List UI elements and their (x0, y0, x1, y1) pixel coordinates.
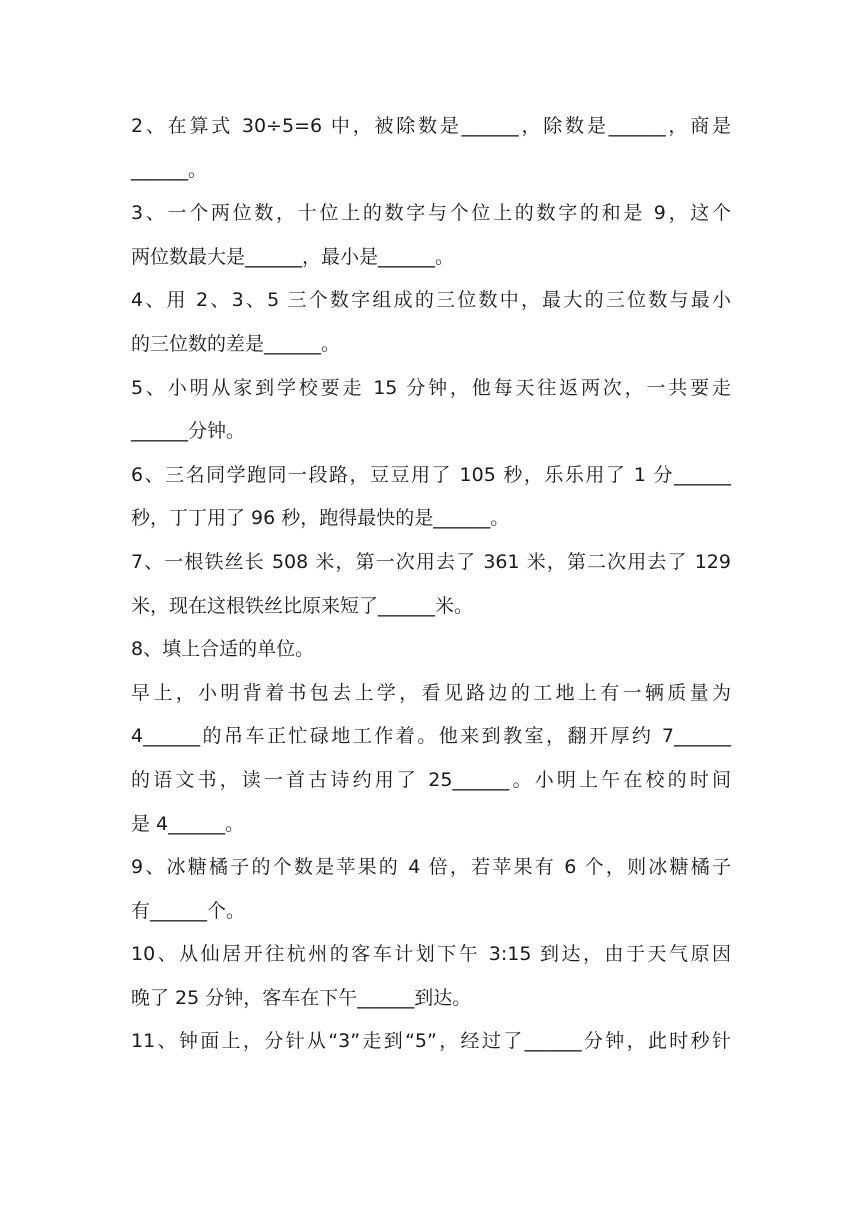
question-5-line-2: ______分钟。 (131, 420, 246, 443)
question-9-line-2: 有______个。 (131, 899, 246, 922)
question-3-line-2: 两位数最大是______，最小是______。 (131, 245, 455, 268)
question-2-line-1: 2、在算式 30÷5=6 中，被除数是______，除数是______，商是 (131, 115, 731, 137)
question-10-line-2: 晚了 25 分钟，客车在下午______到达。 (131, 986, 472, 1009)
question-6-line-1: 6、三名同学跑同一段路，豆豆用了 105 秒，乐乐用了 1 分______ (131, 463, 731, 486)
worksheet-page (131, 105, 731, 1064)
question-4-line-1: 4、用 2、3、5 三个数字组成的三位数中，最大的三位数与最小 (131, 289, 731, 312)
question-8-line-4: 是 4______。 (131, 812, 245, 835)
question-7-line-1: 7、一根铁丝长 508 米，第一次用去了 361 米，第二次用去了 129 (131, 550, 731, 573)
question-8-heading: 8、填上合适的单位。 (131, 638, 315, 661)
question-6-line-2: 秒，丁丁用了 96 秒，跑得最快的是______。 (131, 507, 510, 530)
question-8-line-3: 的语文书，读一首古诗约用了 25______。小明上午在校的时间 (131, 768, 731, 791)
question-11-line-1: 11、钟面上，分针从“3”走到“5”，经过了______分钟，此时秒针 (131, 1030, 731, 1053)
question-8-line-2: 4______的吊车正忙碌地工作着。他来到教室，翻开厚约 7______ (131, 725, 731, 748)
question-10-line-1: 10、从仙居开往杭州的客车计划下午 3:15 到达，由于天气原因 (131, 943, 731, 966)
question-5-line-1: 5、小明从家到学校要走 15 分钟，他每天往返两次，一共要走 (131, 376, 731, 399)
question-2-line-2: ______。 (131, 158, 208, 181)
question-8-line-1: 早上，小明背着书包去上学，看见路边的工地上有一辆质量为 (131, 681, 731, 704)
question-4-line-2: 的三位数的差是______。 (131, 332, 341, 355)
question-9-line-1: 9、冰糖橘子的个数是苹果的 4 倍，若苹果有 6 个，则冰糖橘子 (131, 856, 731, 879)
question-3-line-1: 3、一个两位数，十位上的数字与个位上的数字的和是 9，这个 (131, 202, 731, 225)
question-7-line-2: 米，现在这根铁丝比原来短了______米。 (131, 594, 474, 617)
